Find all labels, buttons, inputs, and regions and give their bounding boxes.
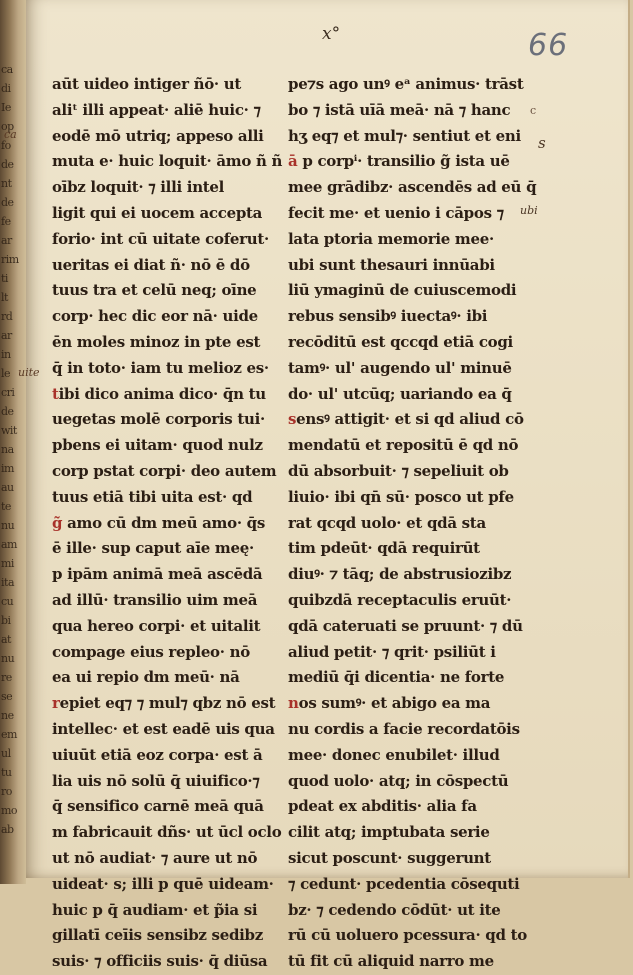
text-line: mee grādibz· ascendēs ad eū q̄ (288, 178, 537, 197)
text-line: gillatī ceīis sensibz sedibz (52, 926, 263, 945)
text-line: ⁊ cedunt· pcedentia cōsequti (288, 874, 520, 893)
rubricated-initial: t (52, 384, 59, 403)
text-line: ueritas ei diat ñ· nō ē dō (52, 255, 250, 274)
text-line: liuio· ibi qn̄ sū· posco ut pfe (288, 487, 514, 506)
rubricated-initial: g (52, 513, 63, 532)
text-line: q̄ in toto· iam tu melioz es· (52, 358, 269, 377)
running-head: x° (322, 24, 341, 44)
text-line: repiet eq⁊ ⁊ mul⁊ qbz nō est (52, 694, 276, 713)
right-margin-note: ubi (520, 204, 538, 217)
text-line: tibi dico anima dico· q̄n tu (52, 384, 266, 403)
rubricated-initial: r (52, 694, 60, 713)
text-line: uegetas molē corporis tui· (52, 410, 265, 429)
text-line: lata ptoria memorie mee· (288, 229, 494, 248)
text-line: aliud petit· ⁊ qrit· psiliūt i (288, 642, 496, 661)
text-line: forio· int cū uitate coferut· (52, 229, 269, 248)
text-line: uiuūt etiā eoz corpa· est ā (52, 745, 263, 764)
text-line: muta e· huic loquit· āmo ñ ñ (52, 152, 283, 171)
left-margin-note: uite (18, 366, 40, 379)
text-line: tim pdeūt· qdā requirūt (288, 539, 480, 558)
text-line: quod uolo· atq; in cōspectū (288, 771, 509, 790)
rubricated-initial: s (288, 410, 297, 429)
text-line: tū fit cū aliquid narro me (288, 952, 494, 971)
text-line: cilit atq; imptubata serie (288, 823, 490, 842)
previous-page-text: ca di Ie op fo de nt de fe ar rim ti lt rd ar in le cri de wit na im au te nu am mi ita cu bi at nu re se ne em ul tu ro mo ab (1, 63, 19, 836)
text-line: compage eius repleo· nō (52, 642, 250, 661)
right-margin-note: s (538, 134, 546, 152)
text-line: nu cordis a facie recordatōis (288, 719, 520, 738)
text-line: rū cū uoluero pcessura· qd to (288, 926, 527, 945)
text-line: oībz loquit· ⁊ illi intel (52, 178, 225, 197)
text-line: ubi sunt thesauri innūabi (288, 255, 495, 274)
text-line: qua hereo corpi· et uitalit (52, 616, 261, 635)
text-line: ad illū· transilio uim meā (52, 590, 258, 609)
text-line: ligit qui ei uocem accepta (52, 203, 263, 222)
text-line: dū absorbuit· ⁊ sepeliuit ob (288, 461, 509, 480)
text-line: ut nō audiat· ⁊ aure ut nō (52, 848, 258, 867)
text-line: pbens ei uitam· quod nulz (52, 436, 263, 455)
text-line: bo ⁊ istā uīā meā· nā ⁊ hanc (288, 100, 511, 119)
text-line: ē ille· sup caput aīe meę· (52, 539, 254, 558)
text-line: corp pstat corpi· deo autem (52, 461, 277, 480)
text-line: diuꝰ· ⁊ tāq; de abstrusiozibz (288, 565, 512, 584)
folio-number: 66 (528, 28, 569, 63)
text-line: rat qcqd uolo· et qdā sta (288, 513, 486, 532)
text-line: hʒ eq⁊ et mul⁊· sentiut et eni (288, 126, 521, 145)
text-line: bz· ⁊ cedendo cōdūt· ut ite (288, 900, 501, 919)
text-line: uideat· s; illi p quē uideam· (52, 874, 274, 893)
text-line: mediū q̄i dicentia· ne forte (288, 668, 505, 687)
text-line: fecit me· et uenio i cāpos ⁊ (288, 203, 504, 222)
rubricated-initial: ā (288, 152, 298, 171)
text-line: q̄ sensifico carnē meā quā (52, 797, 264, 816)
text-line: recōditū est qccqd etiā cogi (288, 332, 513, 351)
text-line: tamꝰ· ul' augendo ul' minuē (288, 358, 512, 377)
left-margin-note: ca (4, 128, 17, 141)
text-line: ea ui repio dm meū· nā (52, 668, 240, 687)
text-line: mee· donec enubilet· illud (288, 745, 500, 764)
text-line: tuus etiā tibi uita est· qd (52, 487, 253, 506)
text-line: liū ymaginū de cuiuscemodi (288, 281, 517, 300)
text-line: pdeat ex abditis· alia fa (288, 797, 477, 816)
text-line: eodē mō utriq; appeso alli (52, 126, 264, 145)
right-text-column (288, 72, 537, 975)
left-text-column (52, 72, 282, 975)
text-line: m fabricauit dñs· ut ūcl oclo (52, 823, 282, 842)
text-line: corp· hec dic eor nā· uide (52, 307, 258, 326)
text-line: nos sumꝰ· et abigo ea ma (288, 694, 491, 713)
text-line: intellec· et est eadē uis qua (52, 719, 275, 738)
text-line: aūt uideo intiger ñō· ut (52, 75, 242, 93)
rubricated-initial: n (288, 694, 299, 713)
text-line: mendatū et repositū ē qd nō (288, 436, 519, 455)
text-line: do· ul' utcūq; uariando ea q̄ (288, 384, 512, 403)
text-line: pe⁊s ago unꝰ eᵃ animus· trāst (288, 75, 524, 93)
text-line: ēn moles minoz in pte est (52, 332, 261, 351)
text-line: suis· ⁊ officiis suis· q̄ diūsa (52, 952, 268, 971)
text-line: sicut poscunt· suggerunt (288, 848, 491, 867)
text-line: sensꝰ attigit· et si qd aliud cō (288, 410, 524, 429)
text-line: tuus tra et celū neq; oīne (52, 281, 257, 300)
text-line: g̃ amo cū dm meū amo· q̄s (52, 513, 266, 532)
text-line: qdā cateruati se pruunt· ⁊ dū (288, 616, 523, 635)
text-line: ā p corpⁱ· transilio g̃ ista uē (288, 152, 510, 171)
right-margin-mark: c (530, 104, 537, 117)
text-line: quibzdā receptaculis eruūt· (288, 590, 512, 609)
text-line: lia uis nō solū q̄ uiuifico·⁊ (52, 771, 260, 790)
text-line: huic p q̄ audiam· et p̃ia si (52, 900, 258, 919)
text-line: rebus sensibꝰ iuectaꝰ· ibi (288, 307, 488, 326)
text-line: aliᵗ illi appeat· aliē huic· ⁊ (52, 100, 261, 119)
text-line: p ipām animā meā ascēdā (52, 565, 263, 584)
